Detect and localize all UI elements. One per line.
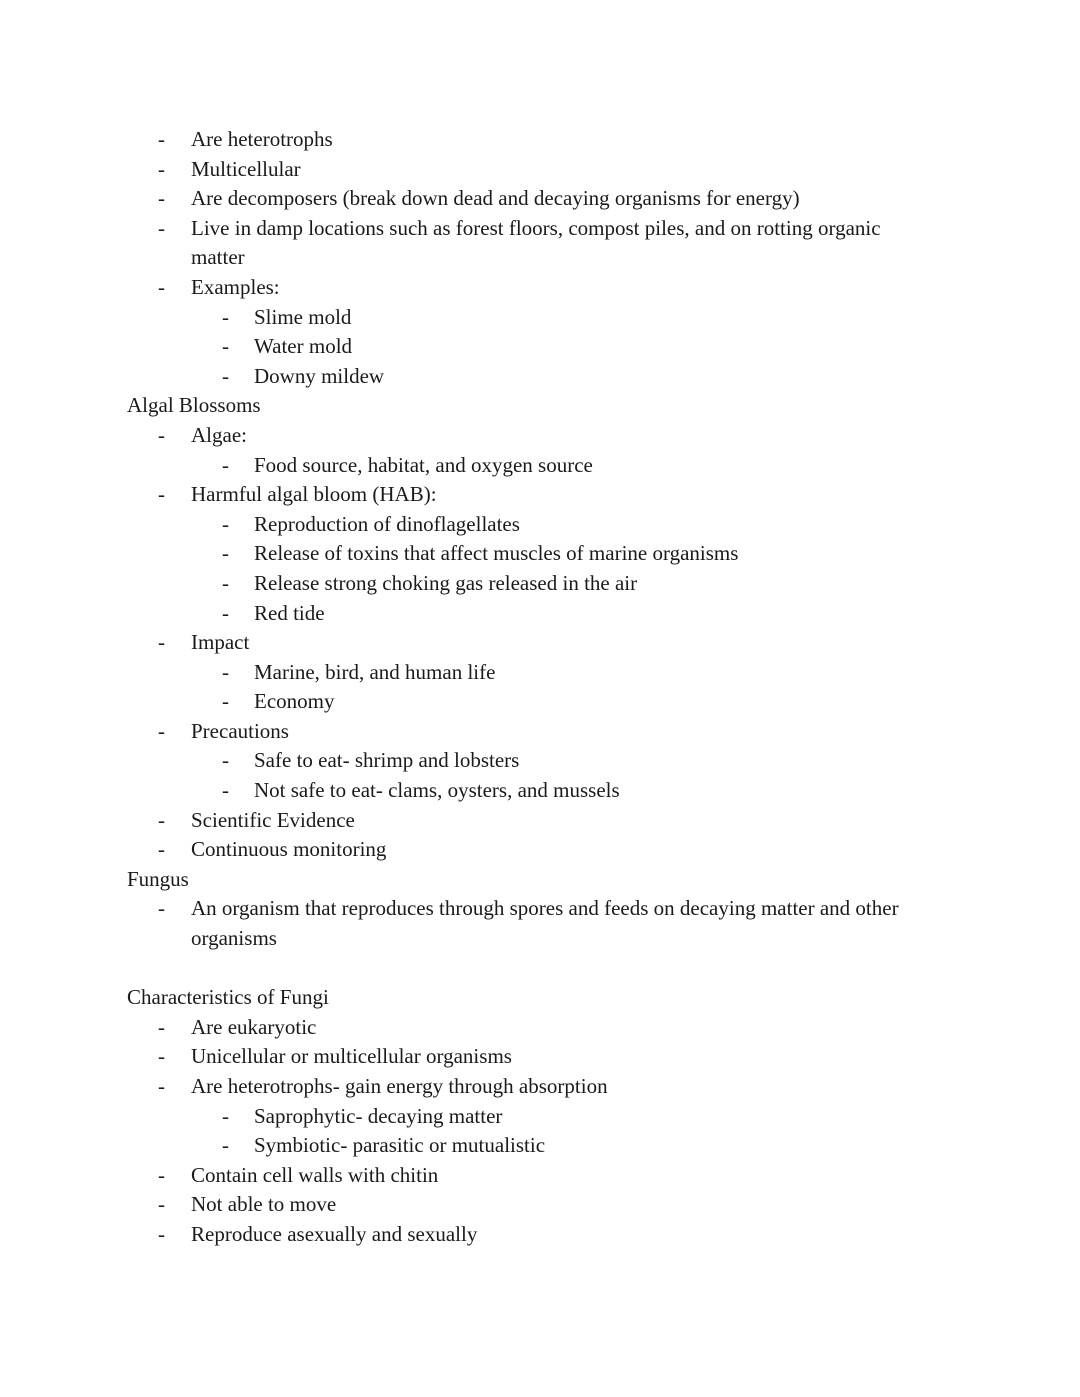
sub-list-item-text: Safe to eat- shrimp and lobsters <box>254 748 520 773</box>
list-item <box>127 894 957 924</box>
sub-list-item <box>127 539 957 569</box>
bullet-dash: - <box>222 570 229 595</box>
bullet-dash: - <box>158 156 165 181</box>
bullet-dash: - <box>158 274 165 299</box>
sub-list-item-text: Food source, habitat, and oxygen source <box>254 452 593 477</box>
list-item <box>127 717 957 747</box>
sub-list-item-text: Release strong choking gas released in the air <box>254 570 638 595</box>
sub-list-item-text: Downy mildew <box>254 363 385 388</box>
bullet-dash: - <box>222 748 229 773</box>
bullet-dash: - <box>222 689 229 714</box>
sub-list-item <box>127 451 957 481</box>
list-item-text: Live in damp locations such as forest floors, compost piles, and on rotting organic <box>191 215 881 240</box>
list-item-text: Are heterotrophs- gain energy through absorption <box>191 1074 608 1098</box>
list-item-text: Are decomposers (break down dead and decaying organisms for energy) <box>191 186 800 211</box>
sub-list-item <box>127 746 957 776</box>
sub-list-item-text: Economy <box>254 689 335 714</box>
list-item-text: Not able to move <box>191 1192 337 1217</box>
list-item-text: Are heterotrophs <box>191 127 333 151</box>
bullet-dash: - <box>158 837 165 862</box>
bullet-dash: - <box>158 896 165 921</box>
bullet-dash: - <box>158 186 165 211</box>
list-item-text: Continuous monitoring <box>191 837 387 862</box>
bullet-dash: - <box>222 511 229 536</box>
bullet-dash: - <box>158 1162 165 1187</box>
bullet-dash: - <box>222 363 229 388</box>
list-item-text: Scientific Evidence <box>191 807 355 832</box>
list-item <box>127 628 957 658</box>
bullet-dash: - <box>222 304 229 329</box>
bullet-dash: - <box>222 334 229 359</box>
bullet-dash: - <box>222 452 229 477</box>
bullet-dash: - <box>158 1014 165 1039</box>
bullet-dash: - <box>158 630 165 655</box>
sub-list-item-text: Symbiotic- parasitic or mutualistic <box>254 1133 546 1158</box>
list-item-text: organisms <box>191 926 277 951</box>
list-item <box>127 184 957 214</box>
section-heading-algal-blossoms: Algal Blossoms <box>127 393 261 418</box>
sub-list-item <box>127 332 957 362</box>
blank-line <box>127 954 957 984</box>
bullet-dash: - <box>158 482 165 507</box>
bullet-dash: - <box>222 541 229 566</box>
document-page <box>127 125 957 1250</box>
bullet-dash: - <box>222 778 229 803</box>
list-item <box>127 1013 957 1043</box>
list-item <box>127 125 957 155</box>
bullet-dash: - <box>158 1192 165 1217</box>
sub-list-item <box>127 776 957 806</box>
sub-list-item-text: Saprophytic- decaying matter <box>254 1103 503 1128</box>
list-item-continuation <box>127 243 957 273</box>
list-item-text: Harmful algal bloom (HAB): <box>191 482 437 507</box>
list-item-continuation <box>127 924 957 954</box>
list-item <box>127 1220 957 1250</box>
list-item-text: matter <box>191 245 245 270</box>
sub-list-item-text: Release of toxins that affect muscles of marine organisms <box>254 541 739 566</box>
list-item-text: Reproduce asexually and sexually <box>191 1221 478 1246</box>
sub-list-item <box>127 687 957 717</box>
section-heading-characteristics: Characteristics of Fungi <box>127 985 329 1010</box>
list-item-text: Precautions <box>191 718 289 743</box>
bullet-dash: - <box>158 1074 165 1098</box>
bullet-dash: - <box>158 422 165 447</box>
list-item-text: Algae: <box>191 422 247 447</box>
list-item-text: Impact <box>191 630 250 655</box>
list-item <box>127 155 957 185</box>
sub-list-item <box>127 303 957 333</box>
sub-list-item <box>127 569 957 599</box>
list-item <box>127 1161 957 1191</box>
section-heading-fungus: Fungus <box>127 866 189 891</box>
list-item <box>127 806 957 836</box>
bullet-dash: - <box>158 1221 165 1246</box>
bullet-dash: - <box>158 718 165 743</box>
list-item-text: Multicellular <box>191 156 301 181</box>
sub-list-item-text: Slime mold <box>254 304 352 329</box>
list-item <box>127 1190 957 1220</box>
list-item-text: Examples: <box>191 274 280 299</box>
bullet-dash: - <box>222 600 229 625</box>
sub-list-item <box>127 1102 957 1132</box>
sub-list-item-text: Reproduction of dinoflagellates <box>254 511 520 536</box>
bullet-dash: - <box>222 1103 229 1128</box>
list-item <box>127 835 957 865</box>
bullet-dash: - <box>158 215 165 240</box>
sub-list-item-text: Water mold <box>254 334 353 359</box>
sub-list-item-text: Not safe to eat- clams, oysters, and mussels <box>254 778 620 803</box>
bullet-dash: - <box>222 659 229 684</box>
bullet-dash: - <box>158 127 165 151</box>
list-item-text: Are eukaryotic <box>191 1014 317 1039</box>
bullet-dash: - <box>158 1044 165 1069</box>
list-item <box>127 273 957 303</box>
bullet-dash: - <box>222 1133 229 1158</box>
sub-list-item <box>127 510 957 540</box>
bullet-dash: - <box>158 807 165 832</box>
list-item <box>127 1072 957 1102</box>
sub-list-item-text: Marine, bird, and human life <box>254 659 496 684</box>
sub-list-item <box>127 599 957 629</box>
list-item <box>127 214 957 244</box>
sub-list-item <box>127 1131 957 1161</box>
list-item-text: Unicellular or multicellular organisms <box>191 1044 512 1069</box>
list-item <box>127 1042 957 1072</box>
list-item-text: Contain cell walls with chitin <box>191 1162 439 1187</box>
list-item <box>127 480 957 510</box>
sub-list-item <box>127 362 957 392</box>
sub-list-item-text: Red tide <box>254 600 325 625</box>
sub-list-item <box>127 658 957 688</box>
list-item <box>127 421 957 451</box>
list-item-text: An organism that reproduces through spores and feeds on decaying matter and other <box>191 896 899 921</box>
